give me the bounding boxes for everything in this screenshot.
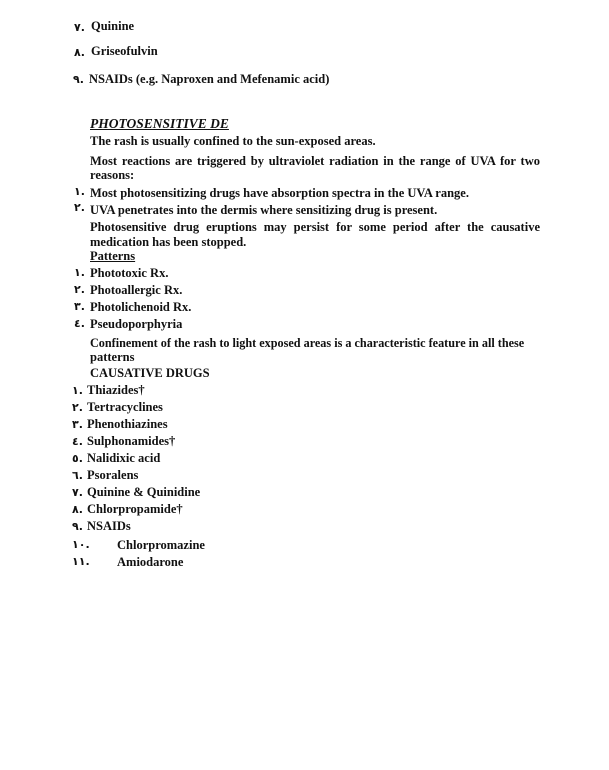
- list-item: Amiodarone: [117, 555, 184, 569]
- list-number: ١.: [72, 384, 83, 397]
- list-item: Quinine & Quinidine: [87, 485, 201, 499]
- list-item: Thiazides†: [87, 383, 145, 397]
- list-number: ٢.: [74, 201, 85, 214]
- list-item: NSAIDs (e.g. Naproxen and Mefenamic acid): [89, 72, 330, 86]
- list-item: Nalidixic acid: [87, 451, 161, 465]
- list-number: ١٠.: [72, 538, 90, 551]
- confinement-line: patterns: [90, 350, 135, 364]
- confinement-line: Confinement of the rash to light exposed areas is a characteristic feature in all these: [90, 336, 525, 350]
- list-number: ٢.: [74, 283, 85, 296]
- list-number: ٤.: [74, 317, 85, 330]
- list-item: Chlorpromazine: [117, 538, 205, 552]
- persist-line: medication has been stopped.: [90, 235, 247, 249]
- intro-line: Most reactions are triggered by ultraviolet radiation in the range of UVA for two: [90, 154, 540, 168]
- patterns-heading: Patterns: [90, 249, 136, 263]
- list-item: Sulphonamides†: [87, 434, 176, 448]
- list-number: ١١.: [72, 555, 90, 568]
- list-number: ٣.: [74, 300, 85, 313]
- list-number: ٩.: [73, 73, 84, 86]
- list-number: ٤.: [72, 435, 83, 448]
- list-item: NSAIDs: [87, 519, 131, 533]
- section-title: PHOTOSENSITIVE DE: [90, 116, 229, 131]
- list-item: Phenothiazines: [87, 417, 168, 431]
- list-item: Phototoxic Rx.: [90, 266, 169, 280]
- list-item: Photolichenoid Rx.: [90, 300, 192, 314]
- list-number: ٨.: [74, 46, 85, 59]
- intro-line: reasons:: [90, 168, 135, 182]
- list-item: Psoralens: [87, 468, 139, 482]
- list-item: Quinine: [91, 19, 135, 33]
- list-item: Tertracyclines: [87, 400, 163, 414]
- list-number: ٦.: [72, 469, 83, 482]
- list-item: Chlorpropamide†: [87, 502, 183, 516]
- causative-heading: CAUSATIVE DRUGS: [90, 366, 210, 380]
- persist-line: Photosensitive drug eruptions may persist for some period after the causative: [90, 220, 540, 234]
- list-number: ١.: [74, 185, 85, 198]
- list-number: ٢.: [72, 401, 83, 414]
- intro-line: The rash is usually confined to the sun-exposed areas.: [90, 134, 376, 148]
- list-number: ١.: [74, 266, 85, 279]
- list-item: Pseudoporphyria: [90, 317, 183, 331]
- list-number: ٣.: [72, 418, 83, 431]
- list-number: ٥.: [72, 452, 83, 465]
- list-number: ٧.: [74, 21, 85, 34]
- list-item: Photoallergic Rx.: [90, 283, 183, 297]
- list-item: Griseofulvin: [91, 44, 158, 58]
- list-number: ٩.: [72, 520, 83, 533]
- list-number: ٨.: [72, 503, 83, 516]
- list-item: UVA penetrates into the dermis where sensitizing drug is present.: [90, 203, 438, 217]
- list-item: Most photosensitizing drugs have absorption spectra in the UVA range.: [90, 186, 469, 200]
- list-number: ٧.: [72, 486, 83, 499]
